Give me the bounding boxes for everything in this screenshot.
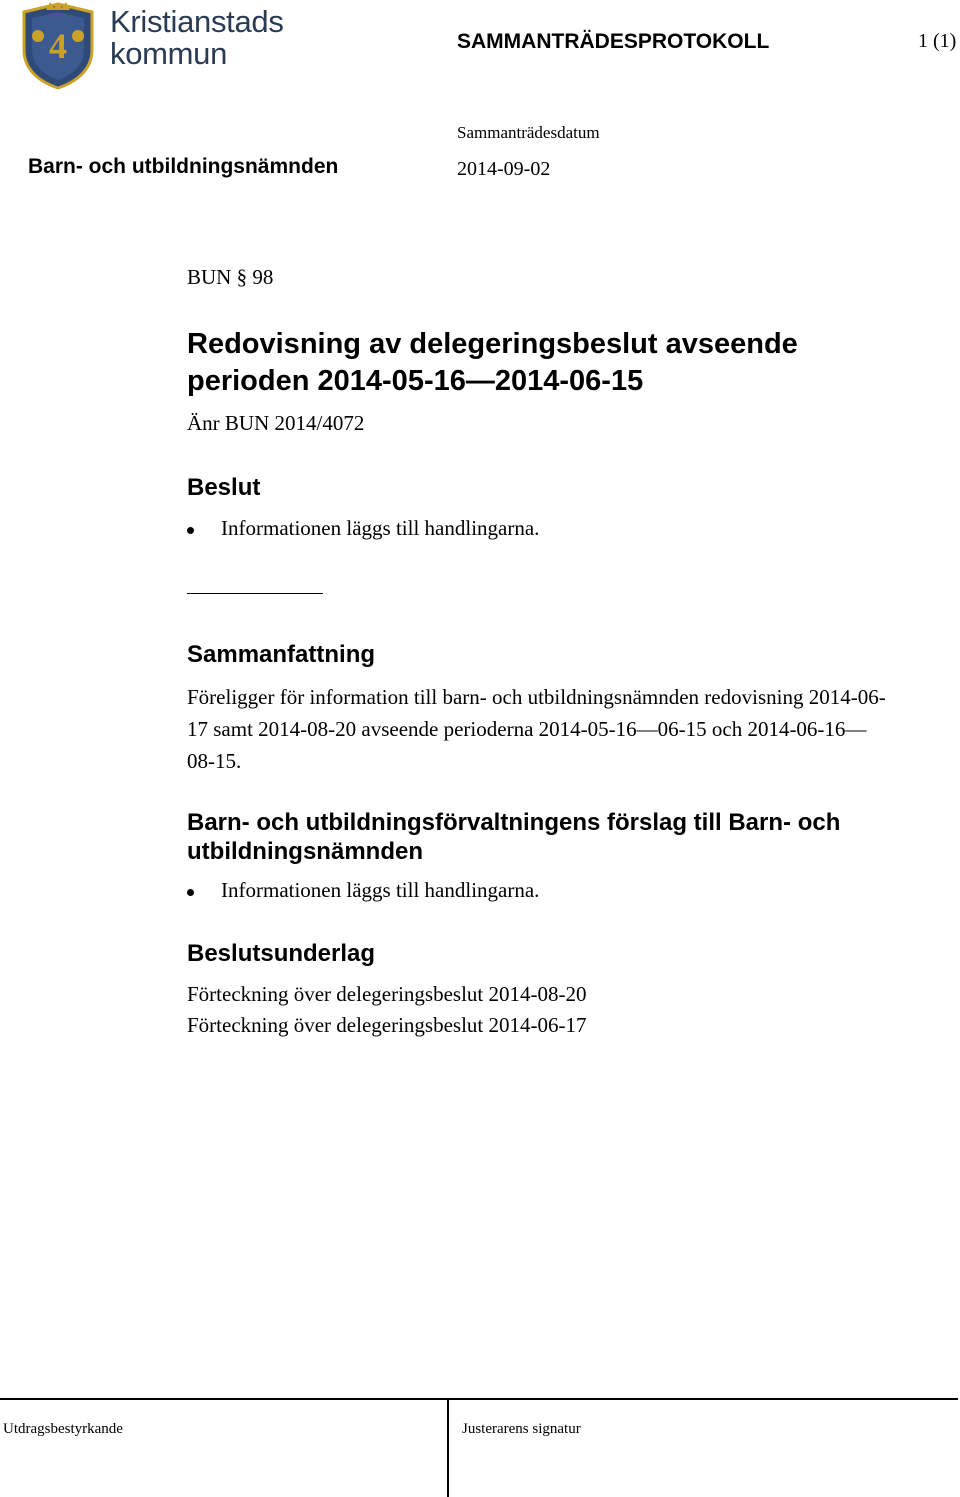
logo-wordmark <box>110 6 284 70</box>
proposal-bullet-item <box>187 878 687 906</box>
document-type: SAMMANTRÄDESPROTOKOLL <box>457 30 770 53</box>
footer-column-divider <box>447 1398 449 1497</box>
proposal-bullet-text: Informationen läggs till handlingarna. <box>221 878 540 902</box>
decision-bullet-text: Informationen läggs till handlingarna. <box>221 516 540 540</box>
logo-text-line2: kommun <box>110 36 228 71</box>
decision-bullet-item <box>187 516 687 544</box>
case-number: Änr BUN 2014/4072 <box>187 411 365 435</box>
footer-divider <box>0 1398 958 1400</box>
title-line-2: perioden 2014-05-16—2014-06-15 <box>187 365 644 397</box>
section-title <box>187 326 907 400</box>
summary-heading: Sammanfattning <box>187 641 376 668</box>
board-name: Barn- och utbildningsnämnden <box>28 155 339 178</box>
municipal-coat-of-arms-icon <box>18 2 98 90</box>
footer-signature-label: Justerarens signatur <box>462 1421 581 1437</box>
proposal-heading: Barn- och utbildningsförvaltningens förslag till Barn- och utbildningsnämnden <box>187 809 841 865</box>
meeting-date: 2014-09-02 <box>457 158 551 180</box>
basis-document-item: Förteckning över delegeringsbeslut 2014-06-17 <box>187 1013 587 1037</box>
date-label: Sammanträdesdatum <box>457 123 600 142</box>
summary-text: Föreligger för information till barn- och utbildningsnämnden redovisning 2014-06-17 samt 2014-08-20 avseende perioderna 2014-05-16—06-15 och 2014-06-16—08-15. <box>187 685 886 773</box>
logo-text-line1: Kristianstads <box>110 4 284 39</box>
paragraph-reference: BUN § 98 <box>187 265 274 289</box>
basis-heading: Beslutsunderlag <box>187 940 376 967</box>
title-line-1: Redovisning av delegeringsbeslut avseende <box>187 328 798 360</box>
footer-attestation-label: Utdragsbestyrkande <box>3 1421 123 1437</box>
svg-text:4: 4 <box>49 26 67 66</box>
bullet-dot-icon <box>187 527 194 534</box>
decision-heading: Beslut <box>187 474 261 501</box>
page-number: 1 (1) <box>918 30 957 52</box>
bullet-dot-icon <box>187 889 194 896</box>
basis-document-item: Förteckning över delegeringsbeslut 2014-08-20 <box>187 982 587 1006</box>
divider <box>187 593 323 594</box>
